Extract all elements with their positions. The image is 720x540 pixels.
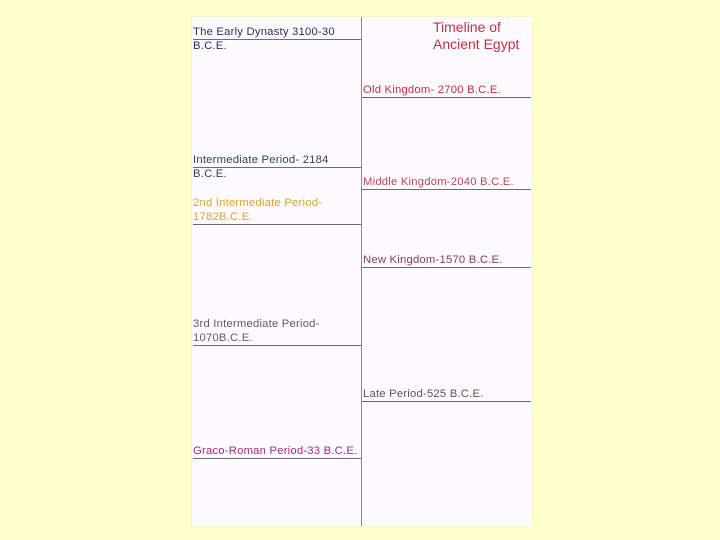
entry-old-kingdom: [362, 83, 531, 97]
timeline-title: Timeline of Ancient Egypt: [433, 19, 520, 52]
entry-rule: [193, 224, 361, 225]
entry-label-line-1: New Kingdom-1570 B.C.E.: [363, 254, 503, 266]
entry-label-line-1: 3rd Intermediate Period-: [193, 318, 320, 330]
entry-rule: [193, 345, 361, 346]
entry-label-line-2: B.C.E.: [193, 40, 227, 52]
entry-rule: [362, 97, 531, 98]
entry-rule: [362, 189, 531, 190]
entry-rule: [362, 401, 531, 402]
entry-graco-roman-period: [193, 444, 361, 458]
entry-rule: [193, 39, 361, 40]
entry-label-line-1: Late Period-525 B.C.E.: [363, 388, 484, 400]
entry-late-period: [362, 387, 531, 401]
timeline-sheet: [192, 17, 532, 526]
entry-label-line-1: The Early Dynasty 3100-30: [193, 26, 335, 38]
entry-label-line-1: Intermediate Period- 2184: [193, 154, 329, 166]
entry-label-line-1: Middle Kingdom-2040 B.C.E.: [363, 176, 514, 188]
entry-new-kingdom: [362, 253, 531, 267]
entry-label-line-1: 2nd Intermediate Period-: [193, 197, 323, 209]
entry-label-line-2: 1070B.C.E.: [193, 332, 253, 344]
entry-middle-kingdom: [362, 175, 531, 189]
entry-2nd-intermediate-period: [193, 196, 361, 224]
entry-label-line-1: Old Kingdom- 2700 B.C.E.: [363, 84, 501, 96]
entry-rule: [193, 167, 361, 168]
entry-rule: [362, 267, 531, 268]
entry-label-line-1: Graco-Roman Period-33 B.C.E.: [193, 445, 358, 457]
entry-label-line-2: 1782B.C.E.: [193, 211, 253, 223]
entry-intermediate-period: [193, 153, 361, 181]
entry-rule: [193, 458, 361, 459]
entry-3rd-intermediate-period: [193, 317, 361, 345]
entry-early-dynasty: [193, 25, 361, 53]
entry-label-line-2: B.C.E.: [193, 168, 227, 180]
